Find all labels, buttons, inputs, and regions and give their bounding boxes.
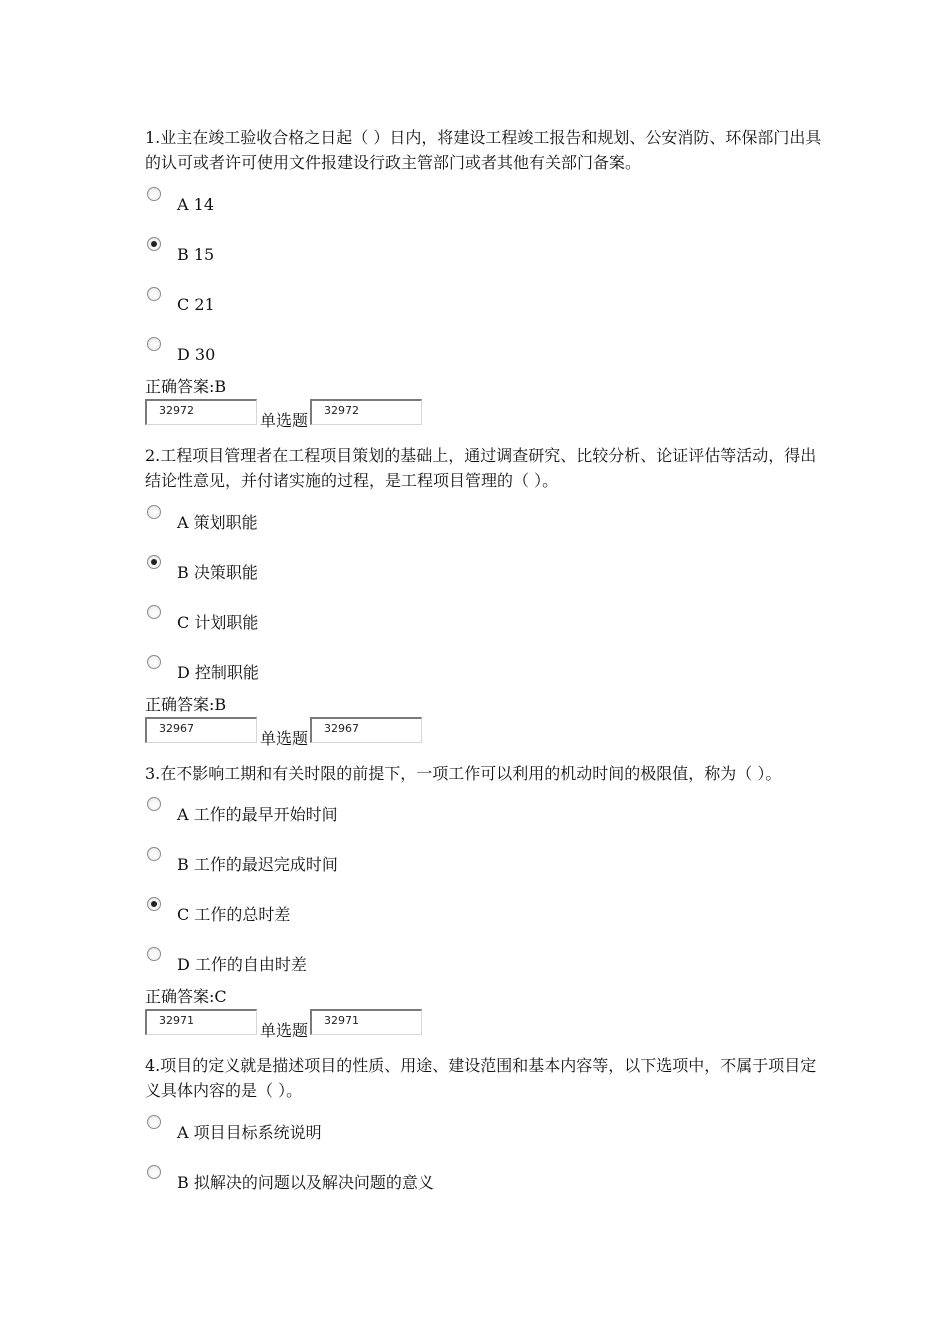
option-label: B 拟解决的问题以及解决问题的意义 [177, 1173, 434, 1192]
option-b[interactable] [145, 847, 825, 897]
option-label: C 工作的总时差 [177, 905, 291, 924]
radio-button[interactable] [147, 505, 161, 519]
radio-button[interactable] [147, 1115, 161, 1129]
question-text: 4.项目的定义就是描述项目的性质、用途、建设范围和基本内容等，以下选项中，不属于项目定义具体内容的是（ ）。 [145, 1056, 817, 1100]
question-id-field[interactable]: 32972 [310, 399, 422, 425]
correct-answer: 正确答案:B [145, 695, 227, 714]
option-d[interactable] [145, 337, 825, 377]
radio-button[interactable] [147, 605, 161, 619]
radio-button-checked[interactable] [147, 555, 161, 569]
question-text: 3.在不影响工期和有关时限的前提下，一项工作可以利用的机动时间的极限值，称为（ ）。 [145, 764, 782, 783]
question-4 [145, 1053, 825, 1215]
option-label: D 控制职能 [177, 663, 259, 682]
option-c[interactable] [145, 897, 825, 947]
option-a[interactable] [145, 797, 825, 847]
option-label: D 工作的自由时差 [177, 955, 307, 974]
radio-button[interactable] [147, 847, 161, 861]
option-b[interactable] [145, 1165, 825, 1215]
question-meta [145, 399, 825, 439]
option-label: D 30 [177, 345, 216, 364]
question-id-field[interactable]: 32971 [310, 1009, 422, 1035]
option-a[interactable] [145, 1115, 825, 1165]
radio-button-checked[interactable] [147, 897, 161, 911]
question-id-field[interactable]: 32971 [145, 1009, 257, 1035]
radio-button[interactable] [147, 1165, 161, 1179]
option-label: B 决策职能 [177, 563, 258, 582]
question-id-field[interactable]: 32972 [145, 399, 257, 425]
question-text: 1.业主在竣工验收合格之日起（ ）日内，将建设工程竣工报告和规划、公安消防、环保部门出具的认可或者许可使用文件报建设行政主管部门或者其他有关部门备案。 [145, 128, 822, 172]
option-label: A 策划职能 [177, 513, 258, 532]
option-d[interactable] [145, 947, 825, 987]
question-type: 单选题 [260, 411, 309, 430]
question-3 [145, 761, 825, 1049]
radio-button[interactable] [147, 287, 161, 301]
radio-button-checked[interactable] [147, 237, 161, 251]
correct-answer: 正确答案:C [145, 987, 227, 1006]
question-meta [145, 1009, 825, 1049]
option-a[interactable] [145, 505, 825, 555]
radio-button[interactable] [147, 187, 161, 201]
question-type: 单选题 [260, 1021, 309, 1040]
question-type: 单选题 [260, 729, 309, 748]
option-c[interactable] [145, 605, 825, 655]
radio-button[interactable] [147, 655, 161, 669]
option-label: A 项目目标系统说明 [177, 1123, 322, 1142]
correct-answer: 正确答案:B [145, 377, 227, 396]
option-label: C 计划职能 [177, 613, 259, 632]
option-label: A 14 [177, 195, 214, 214]
option-label: B 15 [177, 245, 215, 264]
question-meta [145, 717, 825, 757]
option-label: C 21 [177, 295, 215, 314]
radio-button[interactable] [147, 337, 161, 351]
quiz-list [145, 125, 825, 1215]
option-label: A 工作的最早开始时间 [177, 805, 338, 824]
option-a[interactable] [145, 187, 825, 237]
question-2 [145, 443, 825, 757]
option-label: B 工作的最迟完成时间 [177, 855, 338, 874]
option-b[interactable] [145, 237, 825, 287]
option-c[interactable] [145, 287, 825, 337]
radio-button[interactable] [147, 797, 161, 811]
option-d[interactable] [145, 655, 825, 695]
radio-button[interactable] [147, 947, 161, 961]
option-b[interactable] [145, 555, 825, 605]
question-text: 2.工程项目管理者在工程项目策划的基础上，通过调查研究、比较分析、论证评估等活动，得出结论性意见，并付诸实施的过程，是工程项目管理的（ ）。 [145, 446, 817, 490]
question-1 [145, 125, 825, 439]
question-id-field[interactable]: 32967 [145, 717, 257, 743]
question-id-field[interactable]: 32967 [310, 717, 422, 743]
